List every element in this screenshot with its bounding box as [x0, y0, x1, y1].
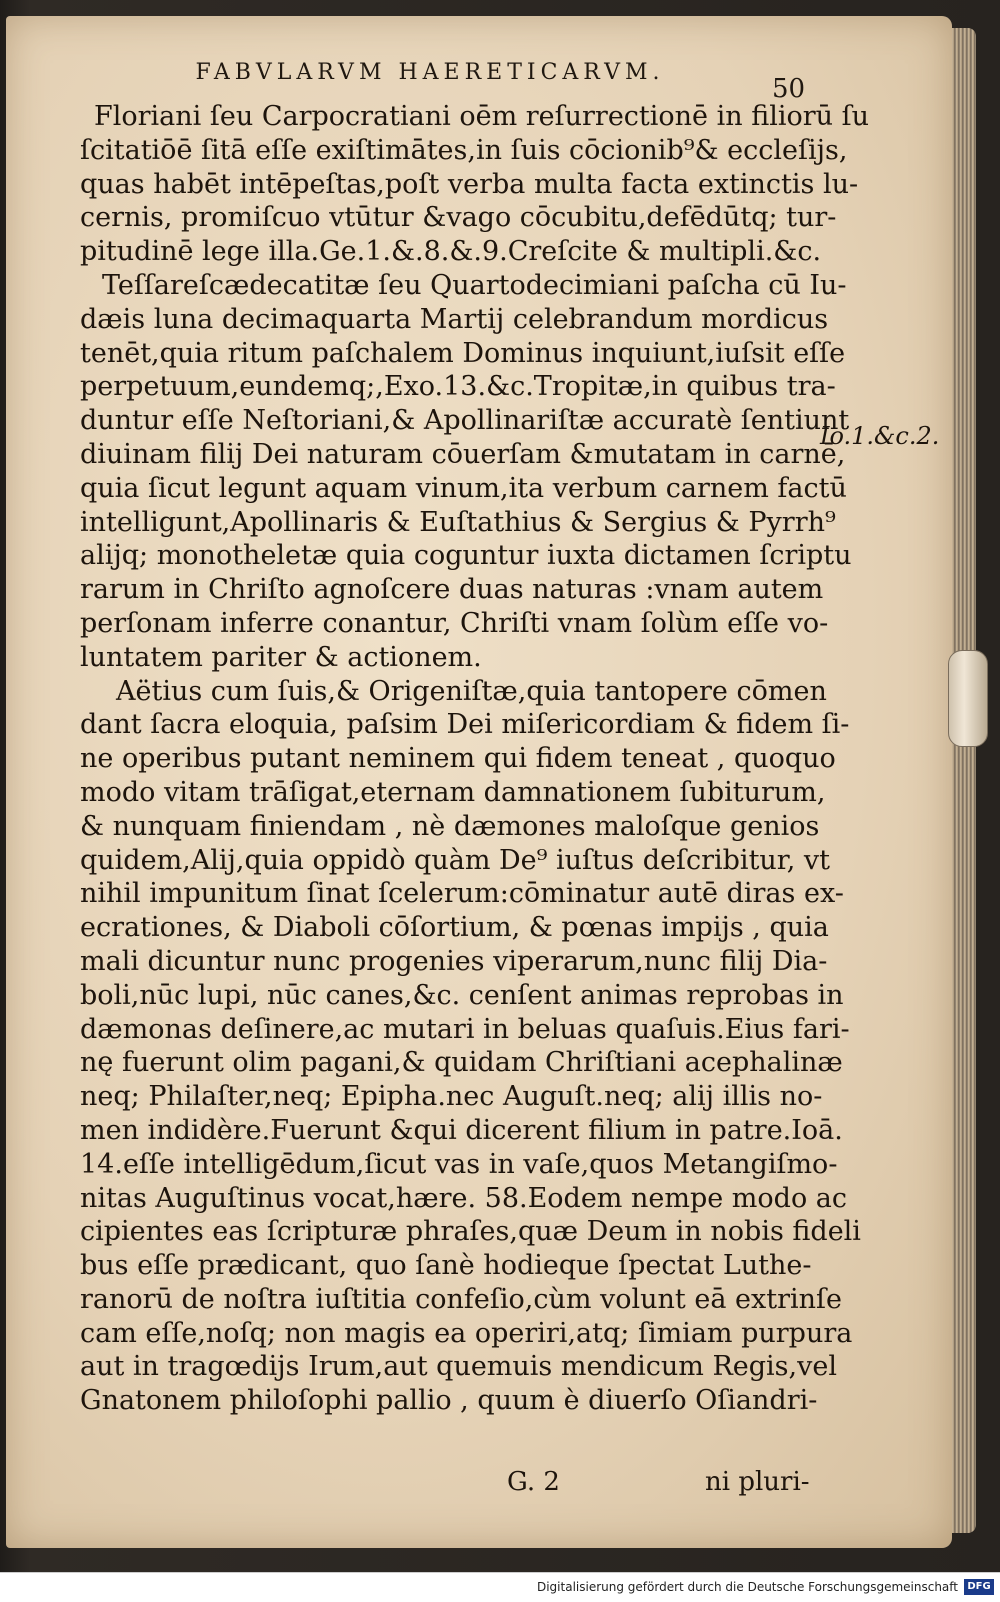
text-line: perſonam inferre conantur, Chriſti vnam ſolùm eſſe vo- — [80, 607, 829, 639]
text-line: modo vitam trāſigat,eternam damnationem ſubiturum, — [80, 776, 826, 808]
text-line: & nunquam finiendam , nè dæmones maloſque genios — [80, 810, 820, 842]
text-line: neq; Philaſter,neq; Epipha.nec Auguſt.neq; alij illis no- — [80, 1081, 823, 1113]
text-line: quidem,Alij,quia oppidò quàm De⁹ iuſtus deſcribitur, vt — [80, 844, 831, 876]
text-line: bus eſſe prædicant, quo ſanè hodieque ſpectat Luthe- — [80, 1250, 812, 1282]
footer-bar — [0, 1572, 1000, 1602]
text-line: dæmonas deſinere,ac mutari in beluas quaſuis.Eius fari- — [80, 1013, 850, 1045]
text-line: Floriani ſeu Carpocratiani oēm reſurrectionē in filiorū ſu — [94, 101, 870, 132]
body-text — [80, 100, 870, 1418]
margin-note: Io.1.&c.2. — [820, 422, 940, 450]
text-line: dæis luna decimaquarta Martij celebrandum mordicus — [80, 303, 829, 335]
text-line: 14.eſſe intelligēdum,ſicut vas in vaſe,quos Metangiſmo- — [80, 1148, 838, 1180]
text-line: rarum in Chriſto agnoſcere duas naturas :vnam autem — [80, 574, 824, 606]
text-line: tenēt,quia ritum paſchalem Dominus inquiunt,iuſsit eſſe — [80, 337, 846, 369]
text-line: pitudinē lege illa.Ge.1.&.8.&.9.Creſcite & multipli.&c. — [80, 236, 822, 268]
dfg-logo-icon: DFG — [964, 1579, 994, 1595]
catchword: ni pluri- — [705, 1467, 810, 1497]
text-line: ne operibus putant neminem qui fidem teneat , quoquo — [80, 743, 836, 775]
running-head: FABVLARVM HAERETICARVM. — [195, 60, 665, 85]
signature-mark: G. 2 — [507, 1467, 560, 1497]
text-line: Aëtius cum ſuis,& Origeniſtæ,quia tantopere cōmen — [116, 675, 827, 707]
text-line: diuinam filij Dei naturam cōuerſam &mutatam in carnē, — [80, 438, 846, 470]
text-line: nę fuerunt olim pagani,& quidam Chriſtiani acephalinæ — [80, 1047, 843, 1079]
text-line: aut in tragœdijs Irum,aut quemuis mendicum Regis,vel — [80, 1351, 837, 1383]
text-line: Teſſareſcædecatitæ ſeu Quartodecimiani paſcha cū Iu- — [102, 269, 847, 301]
text-line: mali dicuntur nunc progenies viperarum,nunc filij Dia- — [80, 945, 828, 977]
text-line: intelligunt,Apollinaris & Euſtathius & Sergius & Pyrrh⁹ — [80, 506, 836, 538]
footer-credit: Digitalisierung gefördert durch die Deutsche Forschungsgemeinschaft — [536, 1580, 958, 1594]
text-line: perpetuum,eundemq;,Exo.13.&c.Tropitæ,in quibus tra- — [80, 371, 836, 403]
text-line: cam eſſe,noſq; non magis ea operiri,atq; ſimiam purpura — [80, 1317, 853, 1349]
text-line: quia ſicut legunt aquam vinum,ita verbum carnem factū — [80, 472, 847, 504]
text-line: alijq; monotheletæ quia coguntur iuxta dictamen ſcriptu — [80, 540, 852, 572]
text-line: boli,nūc lupi, nūc canes,&c. cenſent animas reprobas in — [80, 979, 844, 1011]
page-number: 50 — [772, 74, 806, 104]
text-line: nihil impunitum ſinat ſcelerum:cōminatur autē diras ex- — [80, 878, 844, 910]
page-edges — [952, 28, 976, 1533]
text-line: quas habēt intēpeſtas,poſt verba multa facta extinctis lu- — [80, 168, 859, 200]
text-line: Gnatonem philoſophi pallio , quum è diuerſo Oſiandri- — [80, 1385, 818, 1417]
text-line: men indidère.Fuerunt &qui dicerent filium in patre.Ioā. — [80, 1114, 843, 1146]
text-line: ſcitatiōē ſitā eſſe exiſtimātes,in ſuis cōcionib⁹& eccleſijs, — [80, 134, 848, 166]
book-clasp — [948, 650, 988, 747]
text-line: ranorū de noſtra iuſtitia confeſio,cùm volunt eā extrinſe — [80, 1283, 842, 1315]
text-line: ecrationes, & Diaboli cōſortium, & pœnas impijs , quia — [80, 912, 829, 944]
text-line: nitas Auguſtinus vocat,hære. 58.Eodem nempe modo ac — [80, 1182, 848, 1214]
text-line: cernis, promiſcuo vtūtur &vago cōcubitu,defēdūtq; tur- — [80, 202, 837, 234]
text-line: duntur eſſe Neſtoriani,& Apollinariſtæ accuratè ſentiunt — [80, 405, 850, 437]
text-line: cipientes eas ſcripturæ phraſes,quæ Deum in nobis fideli — [80, 1216, 861, 1248]
text-line: luntatem pariter & actionem. — [80, 641, 482, 673]
text-line: dant ſacra eloquia, paſsim Dei miſericordiam & fidem ſi- — [80, 709, 850, 741]
